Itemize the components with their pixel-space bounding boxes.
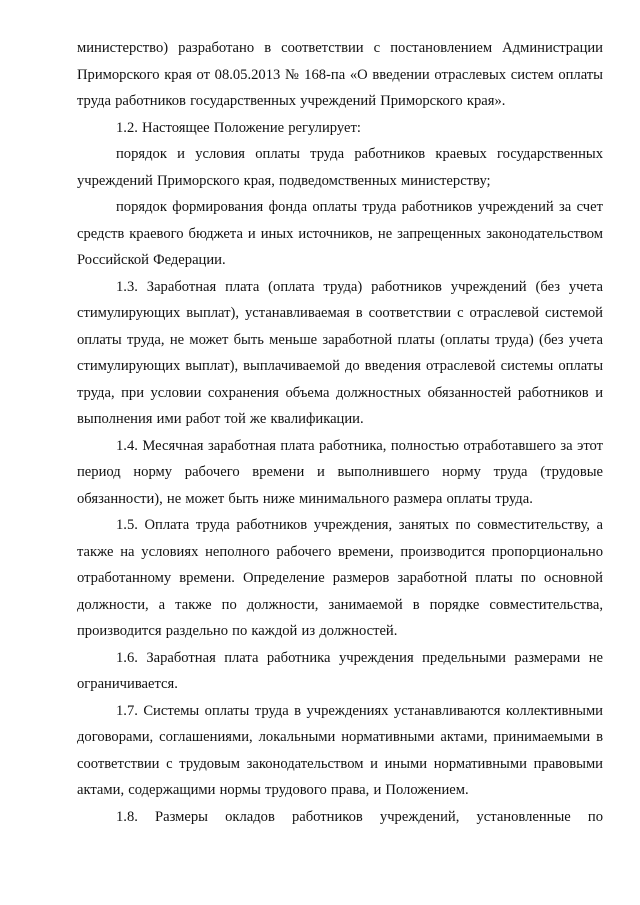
paragraph-1-2-item-1: порядок и условия оплаты труда работников краевых государственных учреждений Приморского края, подведомственных министерству; [77,146,603,189]
paragraph-1-3: 1.3. Заработная плата (оплата труда) работников учреждений (без учета стимулирующих выплат), устанавливаемая в соответствии с отраслевой системой оплаты труда, не может быть меньше заработной платы (оплаты труда) (без учета стимулирующих выплат), выплачиваемой до введения отраслевой системы оплаты труда, при условии сохранения объема должностных обязанностей работников и выполнения ими работ той же квалификации. [77,278,603,427]
paragraph-1-6: 1.6. Заработная плата работника учреждения предельными размерами не ограничивается. [77,649,603,692]
paragraph-1-8: 1.8. Размеры окладов работников учреждений, установленные по [116,808,603,825]
paragraph-intro: министерство) разработано в соответствии с постановлением Администрации Приморского края от 08.05.2013 № 168-па «О введении отраслевых систем оплаты труда работников государственных учреждений Приморского края». [77,40,603,109]
document-body [77,35,603,830]
paragraph-1-7: 1.7. Системы оплаты труда в учреждениях устанавливаются коллективными договорами, соглашениями, локальными нормативными актами, принимаемыми в соответствии с трудовым законодательством и иными нормативными правовыми актами, содержащими нормы трудового права, и Положением. [77,702,603,798]
paragraph-1-2: 1.2. Настоящее Положение регулирует: [116,119,361,136]
paragraph-1-4: 1.4. Месячная заработная плата работника, полностью отработавшего за этот период норму рабочего времени и выполнившего норму труда (трудовые обязанности), не может быть ниже минимального размера оплаты труда. [77,437,603,507]
paragraph-1-5: 1.5. Оплата труда работников учреждения, занятых по совместительству, а также на условиях неполного рабочего времени, производится пропорционально отработанному времени. Определение размеров заработной платы по основной должности, а также по должности, занимаемой в порядке совместительства, производится раздельно по каждой из должностей. [77,517,603,639]
paragraph-1-2-item-2: порядок формирования фонда оплаты труда работников учреждений за счет средств краевого бюджета и иных источников, не запрещенных законодательством Российской Федерации. [77,199,603,268]
